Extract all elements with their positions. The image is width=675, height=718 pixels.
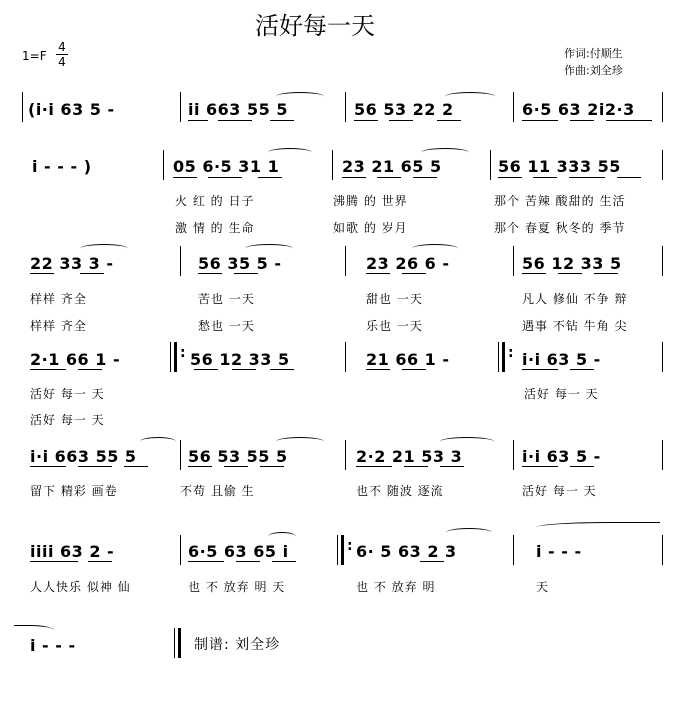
underline	[356, 466, 392, 467]
lyric: 也 不 放弃 明	[356, 580, 436, 594]
underline	[413, 177, 437, 178]
tie	[536, 522, 660, 531]
lyric: 愁也 一天	[198, 319, 255, 333]
lyric: 那个 苦辣 酸甜的 生活	[494, 194, 626, 208]
measure: 56 53 22 2	[354, 100, 454, 119]
underline	[88, 561, 112, 562]
measure: 23 21 65 5	[342, 157, 442, 176]
barline	[662, 440, 663, 470]
underline	[570, 466, 594, 467]
underline	[437, 120, 461, 121]
measure: 2·1 66 1 -	[30, 350, 121, 369]
underline	[366, 273, 390, 274]
underline	[389, 120, 413, 121]
barline	[498, 342, 499, 372]
underline	[218, 120, 252, 121]
underline	[232, 369, 256, 370]
underline	[522, 120, 558, 121]
underline	[260, 466, 284, 467]
measure: (i·i 63 5 -	[28, 100, 115, 119]
slur	[421, 148, 469, 157]
underline	[80, 273, 104, 274]
repeat-dots: :	[180, 345, 186, 361]
lyric: 活好 每一 天	[524, 387, 599, 401]
slur	[440, 437, 494, 446]
underline	[402, 273, 426, 274]
lyric: 人人快乐 似神 仙	[30, 580, 131, 594]
repeat-dots: :	[347, 538, 353, 554]
lyric: 火 红 的 日子	[175, 194, 255, 208]
slur	[446, 528, 492, 537]
slur	[80, 244, 128, 253]
key-signature: 1=F	[22, 49, 47, 63]
barline	[180, 440, 181, 470]
underline	[402, 369, 426, 370]
barline	[662, 535, 663, 565]
barline	[662, 92, 663, 122]
lyric: 沸腾 的 世界	[333, 194, 408, 208]
underline	[30, 466, 66, 467]
barline	[345, 92, 346, 122]
slur	[276, 92, 324, 101]
underline	[272, 561, 296, 562]
barline	[513, 440, 514, 470]
underline	[522, 369, 558, 370]
lyric: 那个 春夏 秋冬的 季节	[494, 221, 626, 235]
underline	[236, 561, 260, 562]
lyric: 激 情 的 生命	[175, 221, 255, 235]
lyric: 不苟 且偷 生	[180, 484, 255, 498]
lyric: 活好 每一 天	[30, 413, 105, 427]
measure: 56 35 5 -	[198, 254, 282, 273]
measure: 22 33 3 -	[30, 254, 114, 273]
measure: i·i 63 5 -	[522, 350, 601, 369]
underline	[224, 466, 248, 467]
slur	[268, 148, 312, 157]
measure: i·i 663 55 5	[30, 447, 137, 466]
underline	[440, 466, 464, 467]
measure: i - - -	[536, 542, 582, 561]
song-title: 活好每一天	[255, 12, 375, 40]
underline	[188, 120, 208, 121]
measure: ii 663 55 5	[188, 100, 288, 119]
underline	[342, 177, 366, 178]
underline	[569, 177, 605, 178]
time-bottom: 4	[58, 55, 66, 69]
barline	[180, 92, 181, 122]
barline	[337, 535, 338, 565]
lyric: 遇事 不钻 牛角 尖	[522, 319, 628, 333]
underline	[617, 177, 641, 178]
underline	[570, 369, 594, 370]
barline	[180, 246, 181, 276]
repeat-dots: :	[508, 345, 514, 361]
measure: i - - -	[30, 636, 76, 655]
underline	[124, 466, 148, 467]
underline	[522, 466, 558, 467]
underline	[258, 177, 282, 178]
slur	[268, 532, 296, 541]
barline	[345, 342, 346, 372]
lyric: 也不 随波 逐流	[356, 484, 444, 498]
repeat-barline	[502, 342, 505, 372]
underline	[498, 177, 522, 178]
measure: 05 6·5 31 1	[173, 157, 280, 176]
barline	[513, 92, 514, 122]
measure: 2·2 21 53 3	[356, 447, 463, 466]
transcriber-credit: 制谱: 刘全珍	[194, 637, 281, 653]
underline	[30, 561, 78, 562]
underline	[404, 466, 428, 467]
underline	[354, 120, 378, 121]
measure: 23 26 6 -	[366, 254, 450, 273]
underline	[270, 120, 294, 121]
underline	[522, 273, 546, 274]
measure: i·i 63 5 -	[522, 447, 601, 466]
underline	[377, 177, 401, 178]
barline	[490, 150, 491, 180]
underline	[30, 369, 66, 370]
measure: 56 12 33 5	[522, 254, 622, 273]
underline	[188, 561, 224, 562]
underline	[594, 273, 618, 274]
underline	[208, 177, 242, 178]
lyric: 样样 齐全	[30, 319, 87, 333]
lyric: 苦也 一天	[198, 292, 255, 306]
underline	[78, 369, 102, 370]
underline	[234, 273, 258, 274]
underline	[198, 273, 222, 274]
tie	[14, 625, 54, 634]
barline	[345, 440, 346, 470]
measure: 21 66 1 -	[366, 350, 450, 369]
barline	[332, 150, 333, 180]
composer: 作曲:刘全珍	[564, 64, 623, 77]
underline	[420, 561, 444, 562]
barline	[345, 246, 346, 276]
underline	[606, 120, 652, 121]
measure: 56 53 55 5	[188, 447, 288, 466]
barline	[662, 342, 663, 372]
measure: i - - - )	[32, 157, 92, 176]
lyric: 留下 精彩 画卷	[30, 484, 118, 498]
underline	[270, 369, 294, 370]
underline	[188, 466, 212, 467]
time-top: 4	[58, 40, 66, 54]
slur	[245, 244, 293, 253]
lyric: 也 不 放弃 明 天	[188, 580, 286, 594]
lyric: 乐也 一天	[366, 319, 423, 333]
barline	[180, 535, 181, 565]
measure: iiii 63 2 -	[30, 542, 115, 561]
underline	[78, 466, 112, 467]
slur	[140, 437, 176, 446]
slur	[412, 244, 458, 253]
underline	[366, 369, 390, 370]
barline	[174, 628, 175, 658]
measure: 56 11 333 55	[498, 157, 621, 176]
repeat-barline	[341, 535, 344, 565]
lyric: 凡人 修仙 不争 辩	[522, 292, 628, 306]
lyricist: 作词:付顺生	[564, 47, 623, 60]
lyric: 活好 每一 天	[522, 484, 597, 498]
measure: 6·5 63 65 i	[188, 542, 289, 561]
repeat-barline	[174, 342, 177, 372]
underline	[533, 177, 557, 178]
lyric: 如歌 的 岁月	[333, 221, 408, 235]
underline	[558, 273, 582, 274]
barline	[163, 150, 164, 180]
underline	[194, 369, 218, 370]
underline	[173, 177, 197, 178]
final-barline	[178, 628, 181, 658]
lyric: 样样 齐全	[30, 292, 87, 306]
slur	[445, 92, 495, 101]
barline	[662, 150, 663, 180]
barline	[513, 535, 514, 565]
barline	[22, 92, 23, 122]
measure: 6·5 63 2i2·3	[522, 100, 635, 119]
measure: 6· 5 63 2 3	[356, 542, 457, 561]
time-signature	[56, 40, 68, 69]
barline	[170, 342, 171, 372]
measure: 56 12 33 5	[190, 350, 290, 369]
underline	[30, 273, 54, 274]
underline	[570, 120, 594, 121]
barline	[662, 246, 663, 276]
barline	[513, 246, 514, 276]
lyric: 甜也 一天	[366, 292, 423, 306]
lyric: 活好 每一 天	[30, 387, 105, 401]
lyric: 天	[536, 580, 550, 594]
slur	[276, 437, 324, 446]
